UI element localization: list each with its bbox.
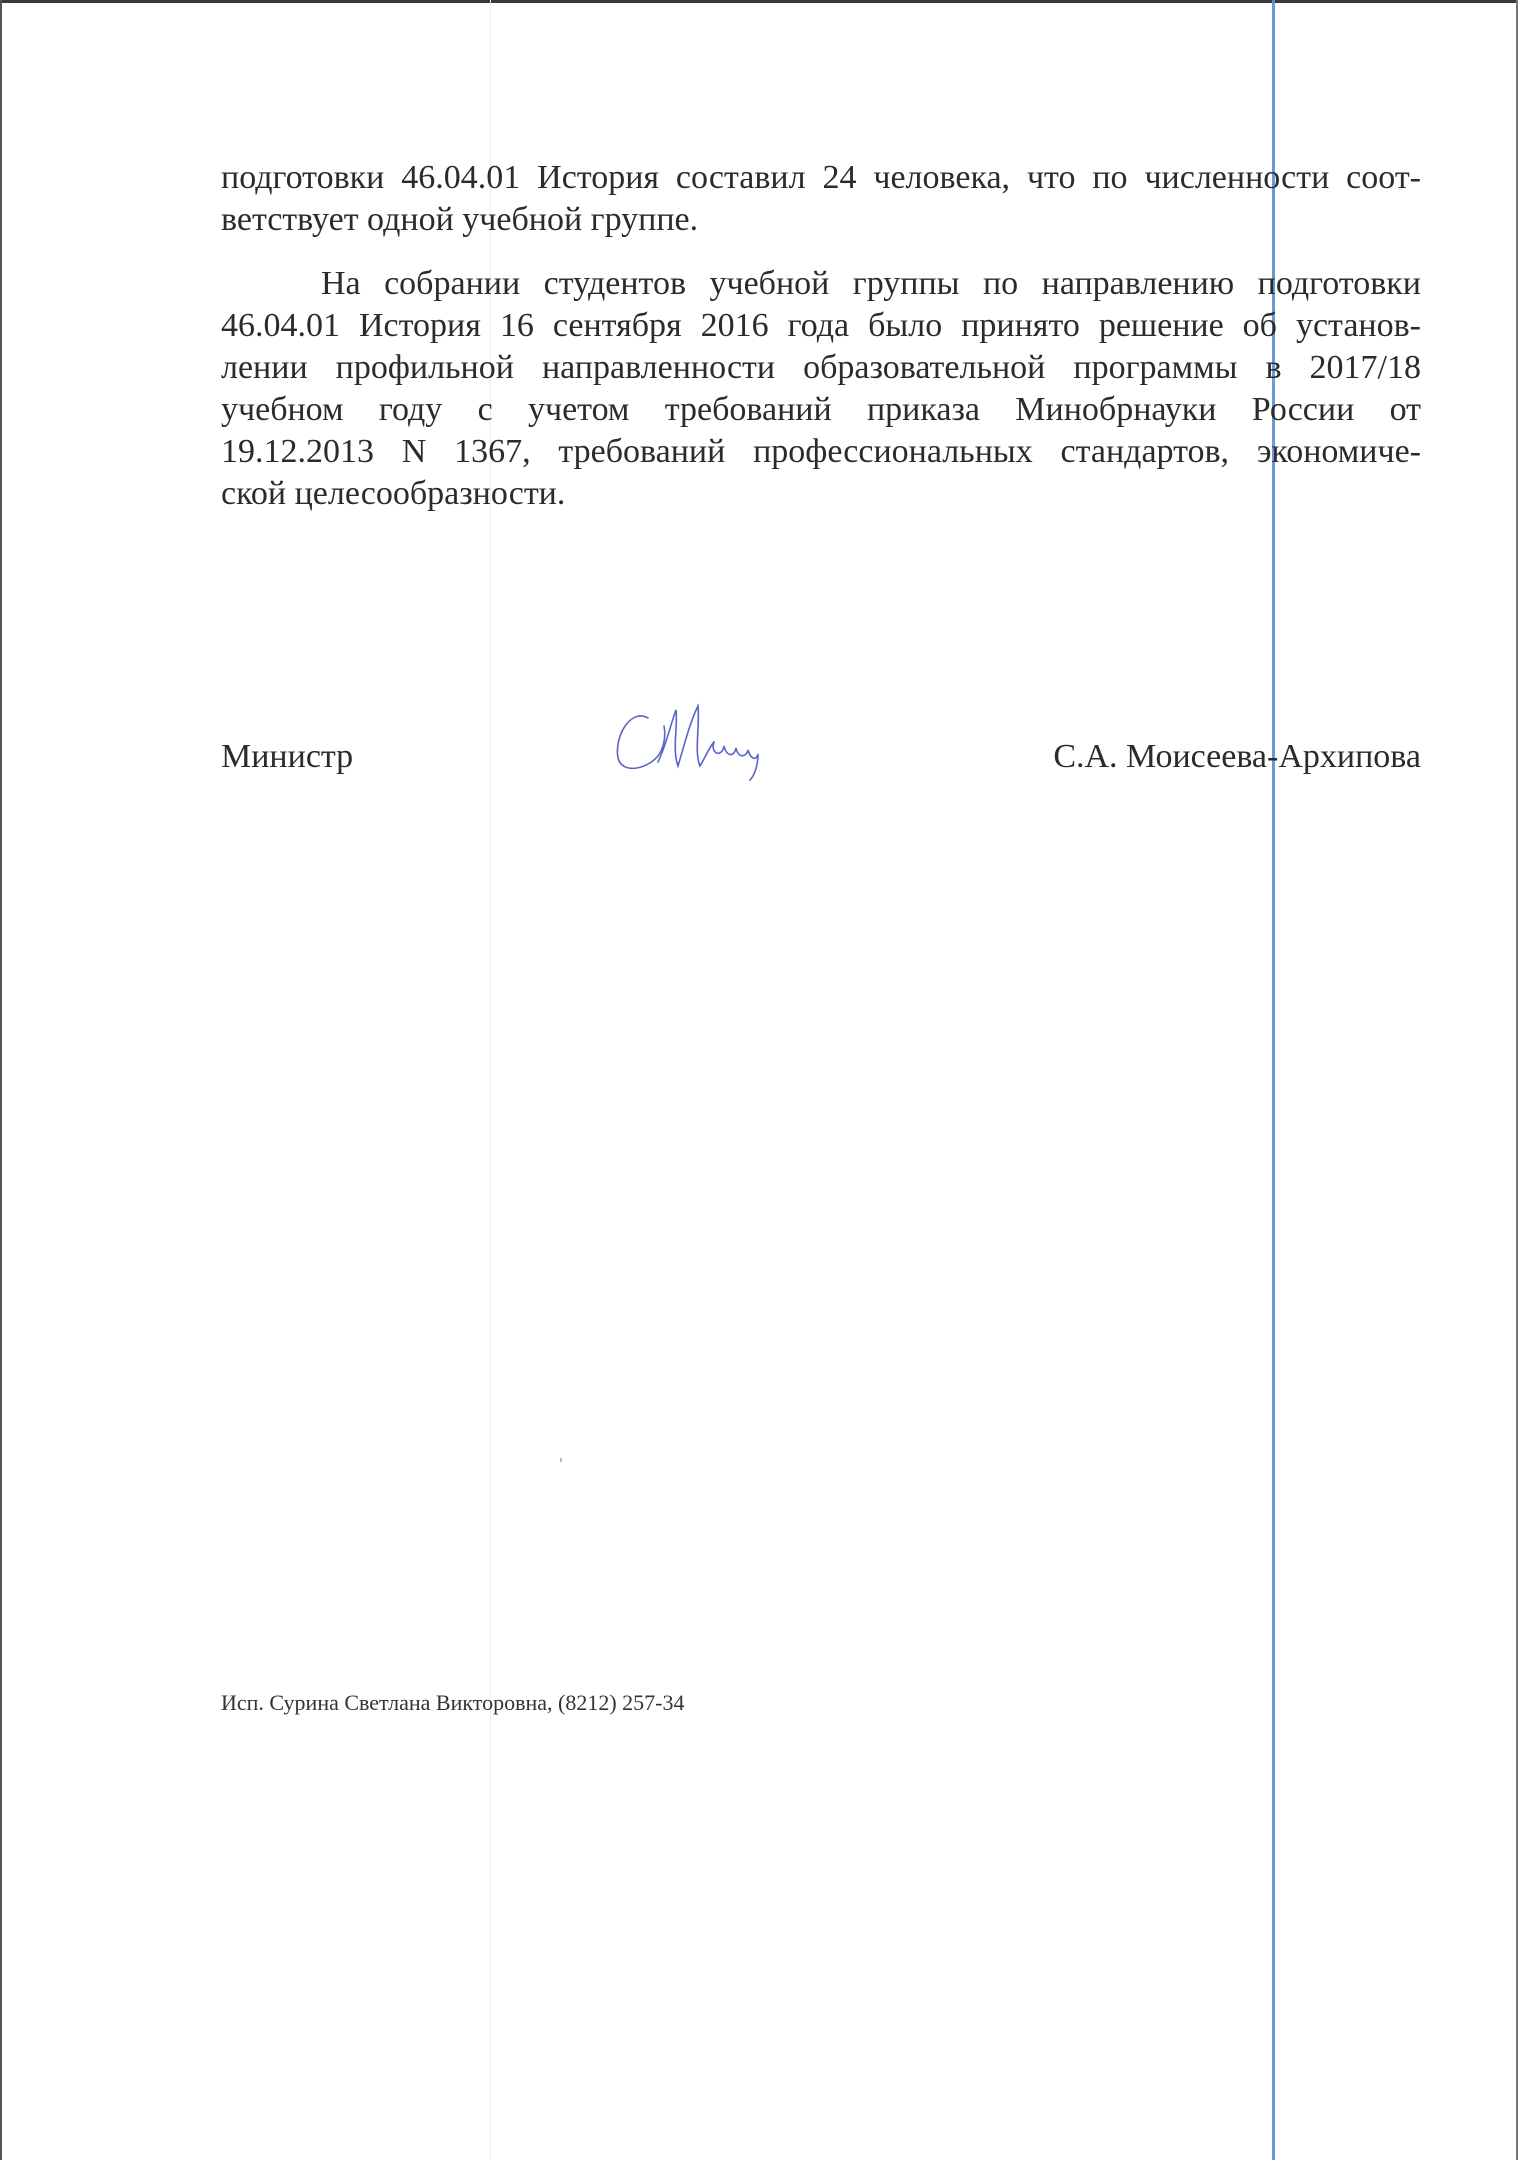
- paragraph-line: лении профильной направленности образовательной программы в 2017/18: [221, 349, 1421, 386]
- signer-name: С.А. Моисеева-Архипова: [1053, 738, 1421, 775]
- scan-edge-left: [0, 0, 2, 2160]
- paragraph-line: учебном году с учетом требований приказа Минобрнауки России от: [221, 391, 1421, 428]
- scan-edge-top: [0, 0, 1518, 3]
- paragraph-line: подготовки 46.04.01 История составил 24 человека, что по численности соот-: [221, 159, 1421, 196]
- paragraph-line: 46.04.01 История 16 сентября 2016 года было принято решение об установ-: [221, 307, 1421, 344]
- paragraph-line: На собрании студентов учебной группы по направлению подготовки: [321, 265, 1421, 302]
- scan-speck: [560, 1458, 562, 1462]
- paragraph-1: [221, 157, 1421, 241]
- paragraph-line: ской целесообразности.: [221, 475, 566, 512]
- signature-stroke-tail: [713, 742, 758, 780]
- executor-contact: Исп. Сурина Светлана Викторовна, (8212) 257-34: [221, 1690, 685, 1715]
- signature-block: [221, 738, 1421, 798]
- paragraph-2: [221, 263, 1421, 515]
- signer-title: Министр: [221, 738, 354, 775]
- paragraph-line: 19.12.2013 N 1367, требований профессиональных стандартов, экономиче-: [221, 433, 1421, 470]
- paragraph-line: ветствует одной учебной группе.: [221, 201, 699, 238]
- signature-stroke-m: [658, 706, 714, 766]
- signature-stroke-c: [617, 716, 664, 768]
- handwritten-signature-icon: [606, 696, 786, 786]
